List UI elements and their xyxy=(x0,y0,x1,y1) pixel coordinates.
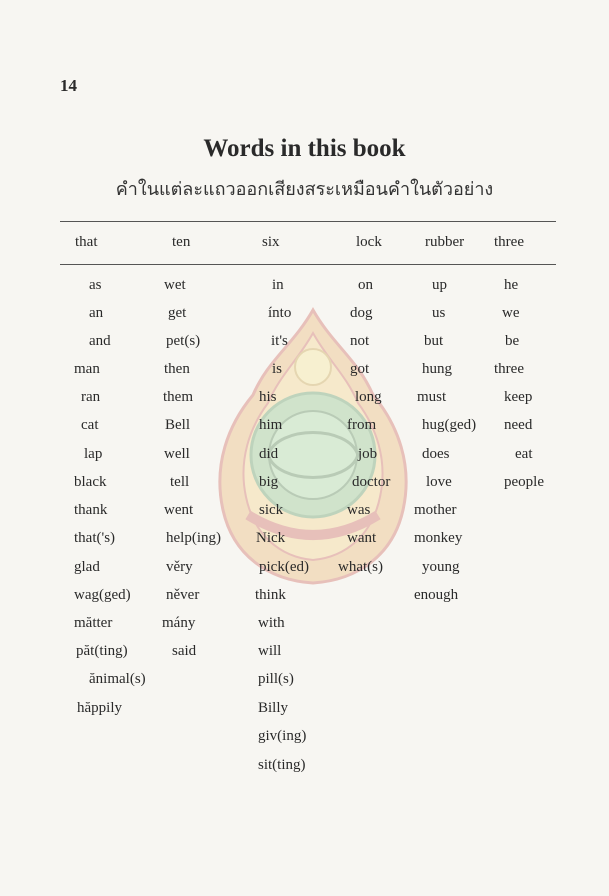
page-subtitle: คำในแต่ละแถวออกเสียงสระเหมือนคำในตัวอย่าง xyxy=(115,179,494,200)
word-item: cat xyxy=(81,417,99,433)
word-item: his xyxy=(259,389,277,405)
column-header: three xyxy=(494,234,524,250)
word-item: got xyxy=(350,361,370,377)
word-item: black xyxy=(74,474,107,490)
word-item: ínto xyxy=(268,305,292,321)
word-item: monkey xyxy=(414,530,463,546)
word-item: enough xyxy=(414,587,459,603)
word-item: hug(ged) xyxy=(422,417,477,433)
word-item: on xyxy=(358,277,373,293)
word-item: sit(ting) xyxy=(258,757,306,773)
word-item: need xyxy=(504,417,533,433)
word-item: doctor xyxy=(352,474,391,490)
column-header: that xyxy=(75,234,98,250)
word-item: was xyxy=(347,502,371,518)
word-item: people xyxy=(504,474,544,490)
column-header: lock xyxy=(356,234,382,250)
word-item: in xyxy=(272,277,284,293)
word-item: wag(ged) xyxy=(74,587,131,603)
word-item: it's xyxy=(271,333,288,349)
word-item: job xyxy=(358,446,378,462)
word-item: giv(ing) xyxy=(258,728,307,744)
word-item: but xyxy=(424,333,444,349)
word-item: hăppily xyxy=(77,700,122,716)
school-emblem-watermark-icon xyxy=(208,305,418,585)
word-item: love xyxy=(426,474,452,490)
word-item: did xyxy=(259,446,279,462)
word-item: we xyxy=(502,305,520,321)
word-item: from xyxy=(347,417,377,433)
word-item: and xyxy=(89,333,111,349)
word-item: sick xyxy=(259,502,284,518)
word-item: hung xyxy=(422,361,452,377)
column-header: ten xyxy=(172,234,191,250)
word-item: that('s) xyxy=(74,530,116,546)
word-item: věry xyxy=(166,559,193,575)
word-item: pill(s) xyxy=(258,671,294,687)
word-item: pick(ed) xyxy=(259,559,309,575)
word-item: mány xyxy=(162,615,196,631)
page-number: 14 xyxy=(60,76,77,95)
word-item: then xyxy=(164,361,190,377)
word-item: with xyxy=(258,615,285,631)
word-item: glad xyxy=(74,559,100,575)
word-item: eat xyxy=(515,446,533,462)
word-item: him xyxy=(259,417,283,433)
word-item: Bell xyxy=(165,417,190,433)
word-item: must xyxy=(417,389,447,405)
word-item: does xyxy=(422,446,450,462)
word-item: what(s) xyxy=(338,559,383,575)
word-item: went xyxy=(164,502,194,518)
word-item: us xyxy=(432,305,446,321)
word-item: he xyxy=(504,277,519,293)
word-item: keep xyxy=(504,389,533,405)
word-item: ran xyxy=(81,389,101,405)
word-item: as xyxy=(89,277,102,293)
word-item: well xyxy=(164,446,190,462)
word-item: young xyxy=(422,559,460,575)
word-item: them xyxy=(163,389,193,405)
word-item: Billy xyxy=(258,700,289,716)
top-rule xyxy=(60,221,556,222)
page-title: Words in this book xyxy=(203,135,406,162)
word-item: thank xyxy=(74,502,108,518)
word-item: an xyxy=(89,305,104,321)
word-item: big xyxy=(259,474,279,490)
word-item: three xyxy=(494,361,524,377)
word-item: long xyxy=(355,389,382,405)
word-item: will xyxy=(258,643,282,659)
word-item: mătter xyxy=(74,615,113,631)
column-header: rubber xyxy=(425,234,465,250)
column-header: six xyxy=(262,234,280,250)
word-item: wet xyxy=(164,277,186,293)
word-item: want xyxy=(347,530,377,546)
header-rule xyxy=(60,264,556,265)
word-item: man xyxy=(74,361,100,377)
word-item: tell xyxy=(170,474,190,490)
word-item: not xyxy=(350,333,370,349)
word-item: něver xyxy=(166,587,200,603)
word-item: pet(s) xyxy=(166,333,201,349)
word-item: help(ing) xyxy=(166,530,221,546)
word-item: said xyxy=(172,643,197,659)
word-item: think xyxy=(255,587,286,603)
word-item: is xyxy=(272,361,283,377)
word-item: lap xyxy=(84,446,103,462)
word-item: păt(ting) xyxy=(76,643,128,659)
word-item: get xyxy=(168,305,187,321)
word-item: dog xyxy=(350,305,373,321)
word-item: ănimal(s) xyxy=(89,671,146,687)
word-item: Nick xyxy=(256,530,286,546)
word-item: mother xyxy=(414,502,457,518)
word-item: be xyxy=(505,333,520,349)
word-item: up xyxy=(432,277,447,293)
